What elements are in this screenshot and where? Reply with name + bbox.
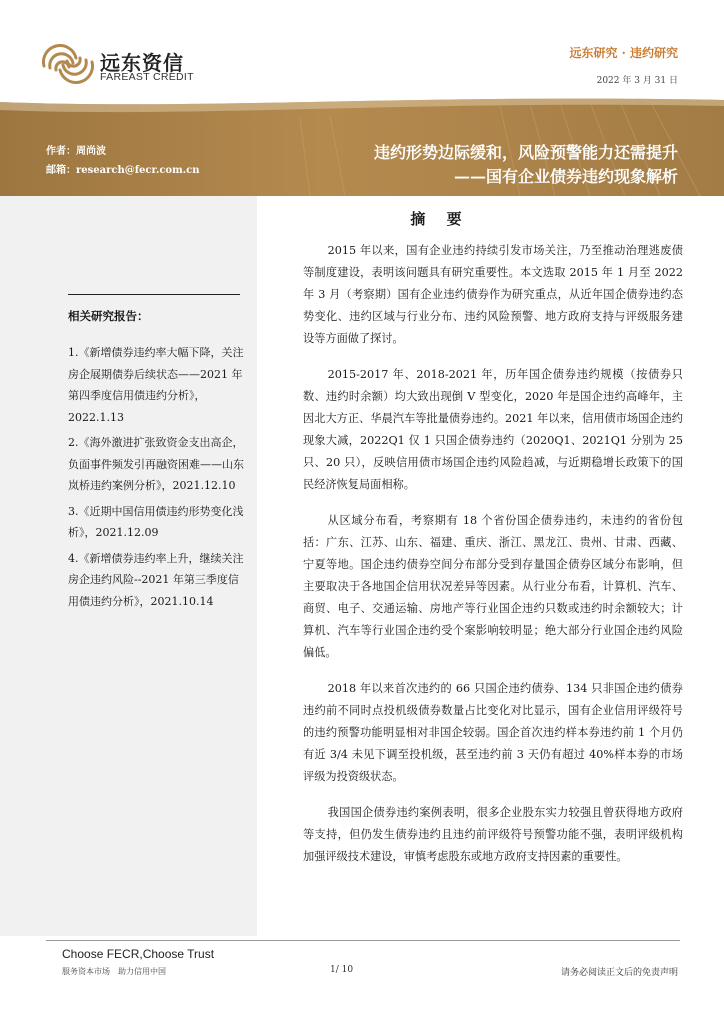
report-date: 2022 年 3 月 31 日 [596, 76, 678, 86]
brand-name-cn: 远东资信 [100, 51, 184, 75]
sidebar-divider [68, 294, 240, 295]
abstract-paragraph: 2015-2017 年、2018-2021 年，历年国企债券违约规模（按债券只数、违约时余额）均大致出现倒 V 型变化，2020 年是国企违约高峰年，主因北大方正、华晨汽车等批量债券违约。2021 年以来，信用债市场国企违约现象大减，2022Q1 仅 1 只国企债券违约（2020Q1、2021Q1 分别为 25 只、20 只），反映信用债市场国企违约风险趋减，与近期稳增长政策下的国民经济恢复局面相称。 [303, 368, 683, 491]
related-report-item[interactable]: 4.《新增债券违约率上升，继续关注房企违约风险--2021 年第三季度信用债违约分析》，2021.10.14 [68, 551, 244, 608]
related-report-item[interactable]: 1.《新增债券违约率大幅下降，关注房企展期债券后续状态——2021 年第四季度信用债违约分析》，2022.1.13 [68, 346, 244, 424]
related-report-item[interactable]: 3.《近期中国信用债违约形势变化浅析》，2021.12.09 [68, 504, 244, 539]
author-email: 邮箱：research@fecr.com.cn [46, 165, 200, 176]
company-logo [40, 44, 96, 84]
abstract-body [303, 240, 683, 882]
abstract-paragraph: 我国国企债券违约案例表明，很多企业股东实力较强且曾获得地方政府等支持，但仍发生债券违约且违约前评级符号预警功能不强，表明评级机构加强评级技术建设，审慎考虑股东或地方政府支持因素的重要性。 [303, 806, 683, 863]
abstract-paragraph: 2015 年以来，国有企业违约持续引发市场关注，乃至推动治理逃废债等制度建设，表明该问题具有研究重要性。本文选取 2015 年 1 月至 2022 年 3 月（考察期）国有企业违约债券作为研究重点，从近年国企债券违约态势变化、违约区域与行业分布、违约风险预警、地方政府支持与评级服务建设等方面做了探讨。 [303, 244, 683, 345]
report-series: 远东研究 · 违约研究 [569, 46, 678, 60]
related-reports-heading: 相关研究报告： [68, 309, 149, 323]
brand-name-en: FAREAST CREDIT [100, 71, 194, 83]
report-subtitle: ——国有企业债券违约现象解析 [453, 167, 678, 186]
abstract-paragraph: 从区域分布看，考察期有 18 个省份国企债券违约，未违约的省份包括：广东、江苏、山东、福建、重庆、浙江、黑龙江、贵州、甘肃、西藏、宁夏等地。国企违约债券空间分布部分受到存量国企债券区域分布影响，但主要取决于各地国企信用状况差异等因素。从行业分布看，计算机、汽车、商贸、电子、交通运输、房地产等行业国企违约只数或违约时余额较大；计算机、汽车等行业国企违约受个案影响较明显；绝大部分行业国企违约风险偏低。 [303, 514, 683, 659]
abstract-paragraph: 2018 年以来首次违约的 66 只国企违约债券、134 只非国企违约债券违约前不同时点投机级债券数量占比变化对比显示，国有企业信用评级符号的违约预警功能明显相对非国企较弱。国企首次违约样本券违约前 1 个月仍有近 3/4 未见下调至投机级，甚至违约前 3 天仍有超过 40%样本券的市场评级为投资级状态。 [303, 682, 683, 783]
related-reports-list [68, 342, 244, 616]
footer-slogan-en: Choose FECR,Choose Trust [62, 947, 215, 961]
related-report-item[interactable]: 2.《海外激进扩张致资金支出高企，负面事件频发引再融资困难——山东岚桥违约案例分析》，2021.12.10 [68, 436, 244, 492]
page-number: 1/ 10 [330, 965, 354, 975]
footer-slogan-cn: 服务资本市场 助力信用中国 [62, 967, 166, 976]
footer-disclaimer[interactable]: 请务必阅读正文后的免责声明 [560, 968, 678, 978]
abstract-heading: 摘 要 [410, 210, 470, 228]
author: 作者：周尚波 [46, 146, 106, 157]
footer-divider [46, 940, 680, 941]
report-title: 违约形势边际缓和，风险预警能力还需提升 [373, 143, 678, 162]
